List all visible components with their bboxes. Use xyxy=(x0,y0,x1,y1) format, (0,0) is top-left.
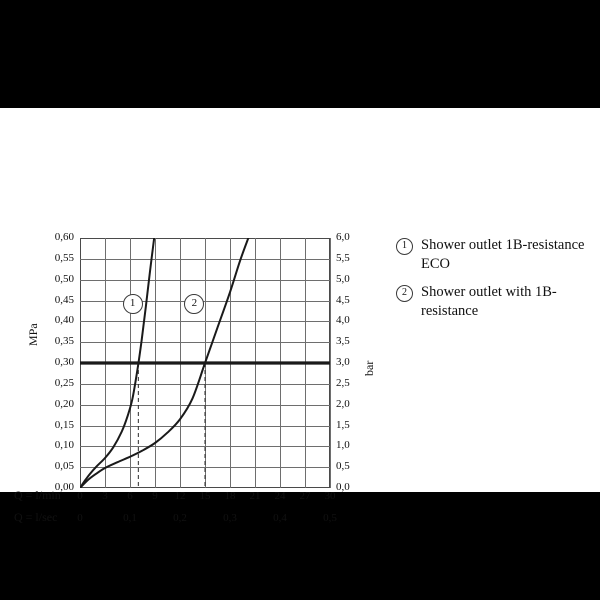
x-tick-label-lmin: 9 xyxy=(152,490,158,502)
y-tick-label-mpa: 0,45 xyxy=(54,293,74,306)
y-tick-label-mpa: 0,60 xyxy=(54,231,74,243)
x-tick-label-lsec: 0 xyxy=(77,512,83,524)
legend-label-2: Shower outlet with 1B-resistance xyxy=(421,284,557,319)
y-axis-label-bar: bar xyxy=(362,360,376,376)
x-tick-label-lmin: 3 xyxy=(102,490,108,502)
y-tick-label-mpa: 0,00 xyxy=(54,481,74,493)
y-tick-label-bar: 1,0 xyxy=(336,439,350,452)
y-tick-label-mpa: 0,35 xyxy=(54,335,74,348)
x-tick-label-lsec: 0,1 xyxy=(123,512,137,524)
y-tick-label-bar: 0,0 xyxy=(336,481,350,493)
grid-line-vertical xyxy=(330,238,331,488)
x-tick-label-lmin: 21 xyxy=(249,490,261,502)
y-tick-label-mpa: 0,05 xyxy=(54,460,74,473)
y-tick-label-mpa: 0,25 xyxy=(54,376,74,389)
x-tick-label-lsec: 0,5 xyxy=(323,512,337,524)
y-axis-label-mpa: MPa xyxy=(26,323,40,346)
y-tick-label-mpa: 0,40 xyxy=(54,314,74,327)
y-tick-label-mpa: 0,50 xyxy=(54,272,74,285)
x-tick-label-lsec: 0,3 xyxy=(223,512,237,524)
curve-layer xyxy=(80,238,330,488)
curve-badge-2: 2 xyxy=(184,294,204,314)
y-tick-label-mpa: 0,20 xyxy=(54,397,74,410)
y-tick-label-bar: 4,5 xyxy=(336,293,350,306)
chart-white-panel xyxy=(0,108,600,524)
x-tick-label-lmin: 12 xyxy=(174,490,186,502)
y-tick-label-mpa: 0,10 xyxy=(54,439,74,452)
y-tick-label-bar: 5,0 xyxy=(336,272,350,285)
x-tick-label-lmin: 24 xyxy=(274,490,286,502)
x-tick-label-lmin: 15 xyxy=(199,490,211,502)
x-tick-label-lmin: 18 xyxy=(224,490,236,502)
y-tick-label-bar: 4,0 xyxy=(336,314,350,327)
y-tick-label-bar: 3,0 xyxy=(336,356,350,368)
legend-item xyxy=(396,283,586,320)
x-tick-label-lmin: 27 xyxy=(299,490,311,502)
legend-label-1: Shower outlet 1B-resistance ECO xyxy=(421,237,585,272)
y-tick-label-bar: 2,5 xyxy=(336,376,350,389)
y-tick-label-bar: 6,0 xyxy=(336,231,350,243)
y-tick-label-bar: 5,5 xyxy=(336,251,350,264)
legend-item xyxy=(396,236,586,273)
y-tick-label-bar: 2,0 xyxy=(336,397,350,410)
x-tick-label-lsec: 0,4 xyxy=(273,512,287,524)
x-tick-label-lmin: 30 xyxy=(324,490,336,502)
x-tick-label-lmin: 6 xyxy=(127,490,133,502)
y-tick-label-bar: 1,5 xyxy=(336,418,350,431)
x-tick-label-lsec: 0,2 xyxy=(173,512,187,524)
x-axis-caption-lmin: Q = l/min xyxy=(14,488,61,502)
curve-badge-1: 1 xyxy=(123,294,143,314)
legend-marker-1: 1 xyxy=(396,238,413,255)
y-tick-label-mpa: 0,15 xyxy=(54,418,74,431)
legend-marker-2: 2 xyxy=(396,285,413,302)
x-tick-label-lmin: 0 xyxy=(77,490,83,502)
legend xyxy=(396,236,586,330)
y-tick-label-mpa: 0,30 xyxy=(54,356,74,368)
x-axis-caption-lsec: Q = l/sec xyxy=(14,510,58,524)
y-tick-label-bar: 0,5 xyxy=(336,460,350,473)
flow-pressure-chart xyxy=(54,231,350,524)
y-tick-label-bar: 3,5 xyxy=(336,335,350,348)
y-tick-label-mpa: 0,55 xyxy=(54,251,74,264)
